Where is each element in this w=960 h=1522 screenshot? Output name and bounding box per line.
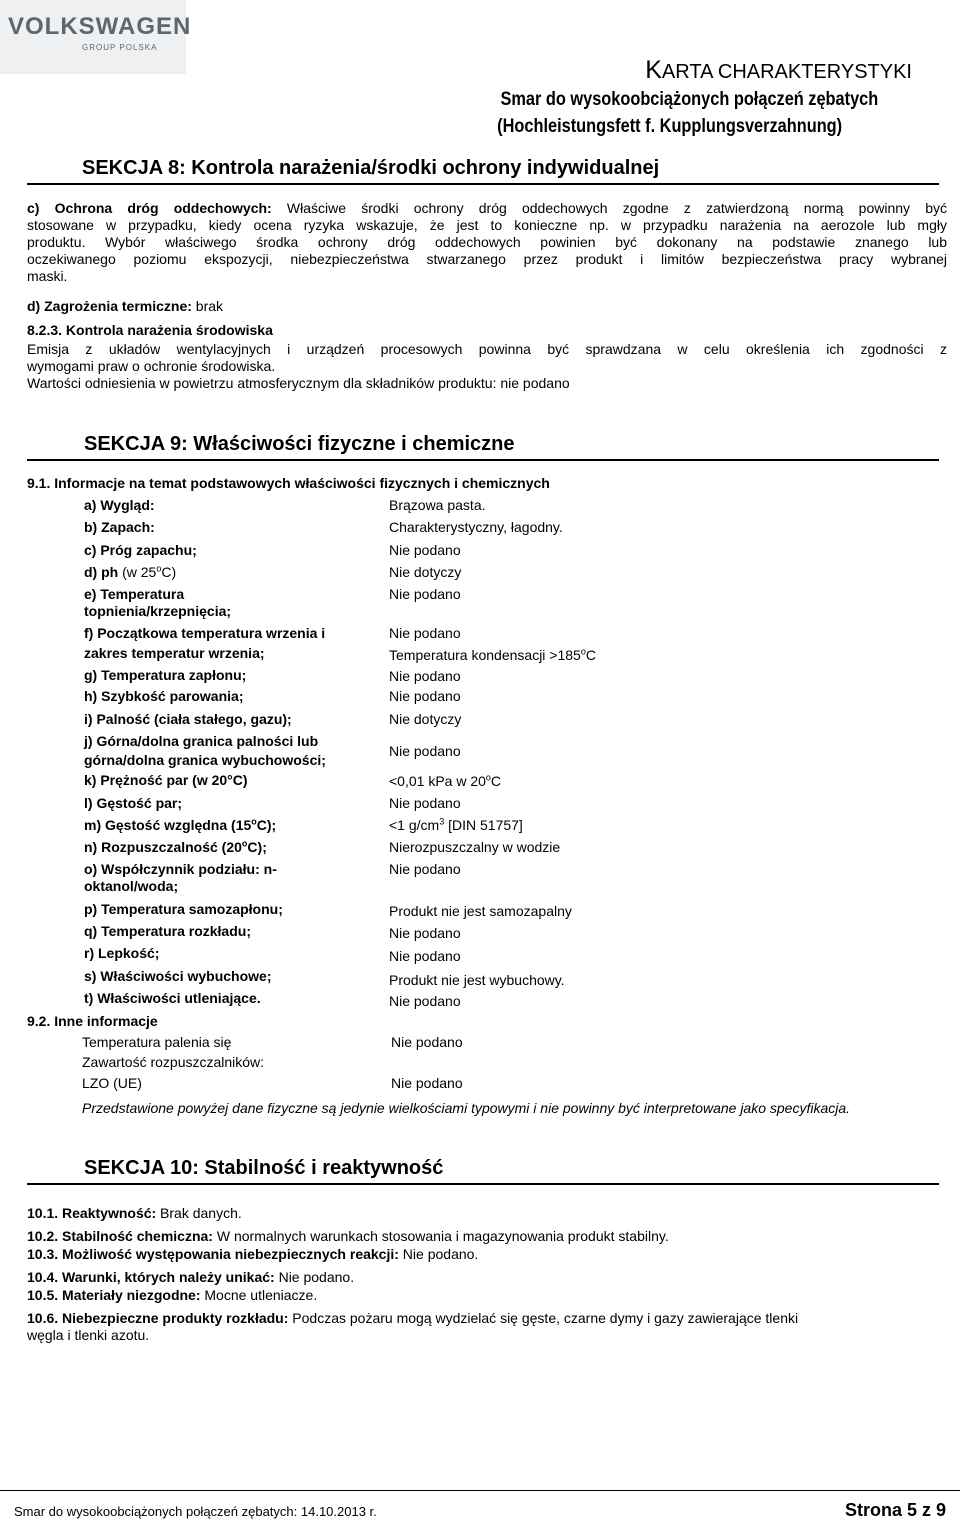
- footer-product-date: Smar do wysokoobciążonych połączeń zębatych: 14.10.2013 r.: [14, 1504, 377, 1519]
- prop-melting-label-2: topnienia/krzepnięcia;: [84, 603, 232, 619]
- section-10-divider: [27, 1183, 939, 1185]
- prop-melting-value: Nie podano: [389, 586, 461, 602]
- prop-relative-density-label-main: m) Gęstość względna (15: [84, 817, 252, 833]
- prop-boiling-value-1: Nie podano: [389, 625, 461, 641]
- typical-values-note: Przedstawione powyżej dane fizyczne są jedynie wielkościami typowymi i nie powinny być interpretowane jako specyfikacja.: [82, 1100, 851, 1116]
- conditions-to-avoid-label: 10.4. Warunki, których należy unikać:: [27, 1269, 275, 1285]
- prop-melting-label: [84, 586, 374, 620]
- reactivity-label: 10.1. Reaktywność:: [27, 1205, 157, 1221]
- hazardous-reactions-value: Nie podano.: [398, 1246, 479, 1262]
- company-logo: [0, 0, 192, 74]
- prop-ph-label-main: d) ph: [84, 564, 119, 580]
- incompatible-materials-value: Mocne utleniacze.: [200, 1287, 318, 1303]
- other-info-title: 9.2. Inne informacje: [27, 1013, 158, 1029]
- degree-sup: o: [485, 772, 491, 783]
- prop-relative-density-value-main: <1 g/cm: [389, 817, 440, 833]
- prop-boiling-label: [84, 625, 374, 662]
- env-line-3: Wartości odniesienia w powietrzu atmosferycznym dla składników produktu: nie podano: [27, 375, 570, 391]
- document-title-first: K: [645, 56, 662, 84]
- other-burning-value: Nie podano: [391, 1034, 463, 1050]
- conditions-to-avoid: [27, 1269, 947, 1286]
- prop-relative-density-value: [389, 817, 909, 834]
- other-voc-value: Nie podano: [391, 1075, 463, 1091]
- respiratory-line-2: stosowane w przypadku, kiedy ocena ryzyka wskazuje, że jest to konieczne np. w przypadku narażenia na aerozole lub mgły: [27, 217, 947, 233]
- prop-vapour-pressure-value-main: <0,01 kPa w 20: [389, 773, 486, 789]
- section-8-title: SEKCJA 8: Kontrola narażenia/środki ochrony indywidualnej: [82, 157, 660, 179]
- prop-flash-point-label: g) Temperatura zapłonu;: [84, 667, 247, 683]
- prop-melting-label-1: e) Temperatura: [84, 586, 185, 602]
- prop-odor-value: Charakterystyczny, łagodny.: [389, 519, 563, 535]
- prop-decomposition-value: Nie podano: [389, 925, 461, 941]
- product-name: Smar do wysokoobciążonych połączeń zębatych: [500, 89, 878, 110]
- chemical-stability-value: W normalnych warunkach stosowania i magazynowania produkt stabilny.: [212, 1228, 669, 1244]
- respiratory-line-1: Właściwe środki ochrony dróg oddechowych zgodne z zatwierdzoną normą powinny być: [271, 200, 948, 216]
- prop-evaporation-label: h) Szybkość parowania;: [84, 688, 244, 704]
- degree-sup: o: [241, 838, 248, 849]
- prop-autoignition-label: p) Temperatura samozapłonu;: [84, 901, 283, 917]
- respiratory-protection-text: [27, 200, 947, 285]
- other-burning-label: Temperatura palenia się: [82, 1034, 232, 1050]
- prop-flammability-label: i) Palność (ciała stałego, gazu);: [84, 711, 292, 727]
- prop-solubility-label: [84, 839, 374, 856]
- prop-decomposition-label: q) Temperatura rozkładu;: [84, 923, 251, 939]
- prop-odor-threshold-label: c) Próg zapachu;: [84, 542, 197, 558]
- page-number: Strona 5 z 9: [844, 1500, 946, 1520]
- chemical-stability-label: 10.2. Stabilność chemiczna:: [27, 1228, 213, 1244]
- document-title: [645, 58, 912, 84]
- prop-boiling-value-2: Temperatura kondensacji >185: [389, 647, 581, 663]
- section-8-divider: [27, 183, 939, 185]
- prop-flammability-value: Nie dotyczy: [389, 711, 462, 727]
- prop-ph-value: Nie dotyczy: [389, 564, 462, 580]
- prop-boiling-label-2: zakres temperatur wrzenia;: [84, 645, 265, 661]
- prop-ph-label: [84, 564, 374, 581]
- prop-viscosity-value: Nie podano: [389, 948, 461, 964]
- footer-divider: [0, 1490, 960, 1491]
- degree-sup: o: [251, 816, 257, 827]
- prop-solubility-label-main: n) Rozpuszczalność (20: [84, 839, 242, 855]
- prop-odor-label: b) Zapach:: [84, 519, 155, 535]
- prop-partition-label: [84, 861, 374, 895]
- conditions-to-avoid-value: Nie podano.: [274, 1269, 355, 1285]
- hazardous-reactions-label: 10.3. Możliwość występowania niebezpiecznych reakcji:: [27, 1246, 399, 1262]
- respiratory-line-4: oczekiwanego poziomu ekspozycji, niebezpieczeństwa stwarzanego przez produkt i limitów bezpieczeństwa pracy wybranej: [27, 251, 947, 267]
- incompatible-materials-label: 10.5. Materiały niezgodne:: [27, 1287, 201, 1303]
- prop-vapour-pressure-label: k) Prężność par (w 20°C): [84, 772, 248, 788]
- prop-explosive-value: Produkt nie jest wybuchowy.: [389, 972, 565, 988]
- prop-relative-density-label-end: C);: [256, 817, 277, 833]
- logo-subtext: GROUP POLSKA: [82, 43, 158, 52]
- basic-properties-title: 9.1. Informacje na temat podstawowych właściwości fizycznych i chemicznych: [27, 475, 550, 491]
- prop-boiling-value: [389, 625, 909, 664]
- prop-flash-point-value: Nie podano: [389, 668, 461, 684]
- prop-explosive-label: s) Właściwości wybuchowe;: [84, 968, 272, 984]
- thermal-hazards-label: d) Zagrożenia termiczne:: [27, 298, 192, 314]
- decomposition-products-label: 10.6. Niebezpieczne produkty rozkładu:: [27, 1310, 289, 1326]
- prop-boiling-value-2-end: C: [585, 647, 596, 663]
- other-voc-label: LZO (UE): [82, 1075, 142, 1091]
- prop-autoignition-value: Produkt nie jest samozapalny: [389, 903, 572, 919]
- env-line-1: Emisja z układów wentylacyjnych i urządzeń procesowych powinna być sprawdzana w celu określenia ich zgodności z: [27, 341, 947, 357]
- env-control-text: [27, 341, 947, 392]
- respiratory-line-5: maski.: [27, 268, 68, 284]
- degree-sup: o: [156, 563, 162, 574]
- prop-vapour-density-value: Nie podano: [389, 795, 461, 811]
- respiratory-line-3b: Wybór właściwego środka ochrony dróg oddechowych powinien być dokonany na podstawie znanego lub: [85, 234, 947, 250]
- reactivity-value: Brak danych.: [156, 1205, 242, 1221]
- section-9-divider: [27, 459, 939, 461]
- env-control-title: 8.2.3. Kontrola narażenia środowiska: [27, 322, 273, 338]
- prop-ph-label-rest: (w 25: [118, 564, 157, 580]
- product-subtitle: (Hochleistungsfett f. Kupplungsverzahnung): [497, 116, 842, 137]
- section-10-title: SEKCJA 10: Stabilność i reaktywność: [84, 1157, 444, 1179]
- section-9-title: SEKCJA 9: Właściwości fizyczne i chemiczne: [84, 433, 515, 455]
- env-line-2: wymogami praw o ochronie środowiska.: [27, 358, 276, 374]
- thermal-hazards-value: brak: [191, 298, 224, 314]
- hazardous-reactions: [27, 1246, 947, 1263]
- prop-relative-density-label: [84, 817, 374, 834]
- other-solvent-label: Zawartość rozpuszczalników:: [82, 1054, 265, 1070]
- decomposition-products-value-2: węgla i tlenki azotu.: [27, 1327, 150, 1343]
- chemical-stability: [27, 1228, 947, 1245]
- prop-odor-threshold-value: Nie podano: [389, 542, 461, 558]
- incompatible-materials: [27, 1287, 947, 1304]
- prop-explosive-limits-label: [84, 733, 374, 769]
- cubic-sup: 3: [439, 816, 445, 827]
- prop-appearance-label: a) Wygląd:: [84, 497, 155, 513]
- prop-vapour-pressure-value: [389, 773, 909, 790]
- prop-viscosity-label: r) Lepkość;: [84, 945, 160, 961]
- prop-explosive-limits-value: Nie podano: [389, 743, 461, 759]
- prop-vapour-density-label: l) Gęstość par;: [84, 795, 183, 811]
- prop-oxidising-value: Nie podano: [389, 993, 461, 1009]
- thermal-hazards: [27, 298, 947, 315]
- prop-appearance-value: Brązowa pasta.: [389, 497, 486, 513]
- prop-partition-label-2: oktanol/woda;: [84, 878, 179, 894]
- decomposition-products: [27, 1310, 947, 1344]
- prop-solubility-value: Nierozpuszczalny w wodzie: [389, 839, 561, 855]
- prop-evaporation-value: Nie podano: [389, 688, 461, 704]
- prop-partition-label-1: o) Współczynnik podziału: n-: [84, 861, 277, 877]
- prop-relative-density-value-end: [DIN 51757]: [444, 817, 523, 833]
- decomposition-products-value: Podczas pożaru mogą wydzielać się gęste, czarne dymy i gazy zawierające tlenki: [288, 1310, 799, 1326]
- prop-vapour-pressure-value-end: C: [490, 773, 502, 789]
- prop-oxidising-label: t) Właściwości utleniające.: [84, 990, 261, 1006]
- respiratory-label: c) Ochrona dróg oddechowych:: [27, 200, 272, 216]
- prop-ph-label-end: C): [161, 564, 177, 580]
- degree-sup: o: [580, 646, 586, 657]
- reactivity: [27, 1205, 947, 1222]
- document-title-rest: ARTA CHARAKTERYSTYKI: [661, 61, 912, 83]
- prop-boiling-label-1: f) Początkowa temperatura wrzenia i: [84, 625, 326, 641]
- prop-explosive-limits-label-2: górna/dolna granica wybuchowości;: [84, 752, 326, 768]
- prop-partition-value: Nie podano: [389, 861, 461, 877]
- respiratory-line-3: produktu.: [27, 234, 86, 250]
- prop-solubility-label-end: C);: [247, 839, 267, 855]
- prop-explosive-limits-label-1: j) Górna/dolna granica palności lub: [84, 733, 319, 749]
- logo-text: VOLKSWAGEN: [8, 13, 192, 40]
